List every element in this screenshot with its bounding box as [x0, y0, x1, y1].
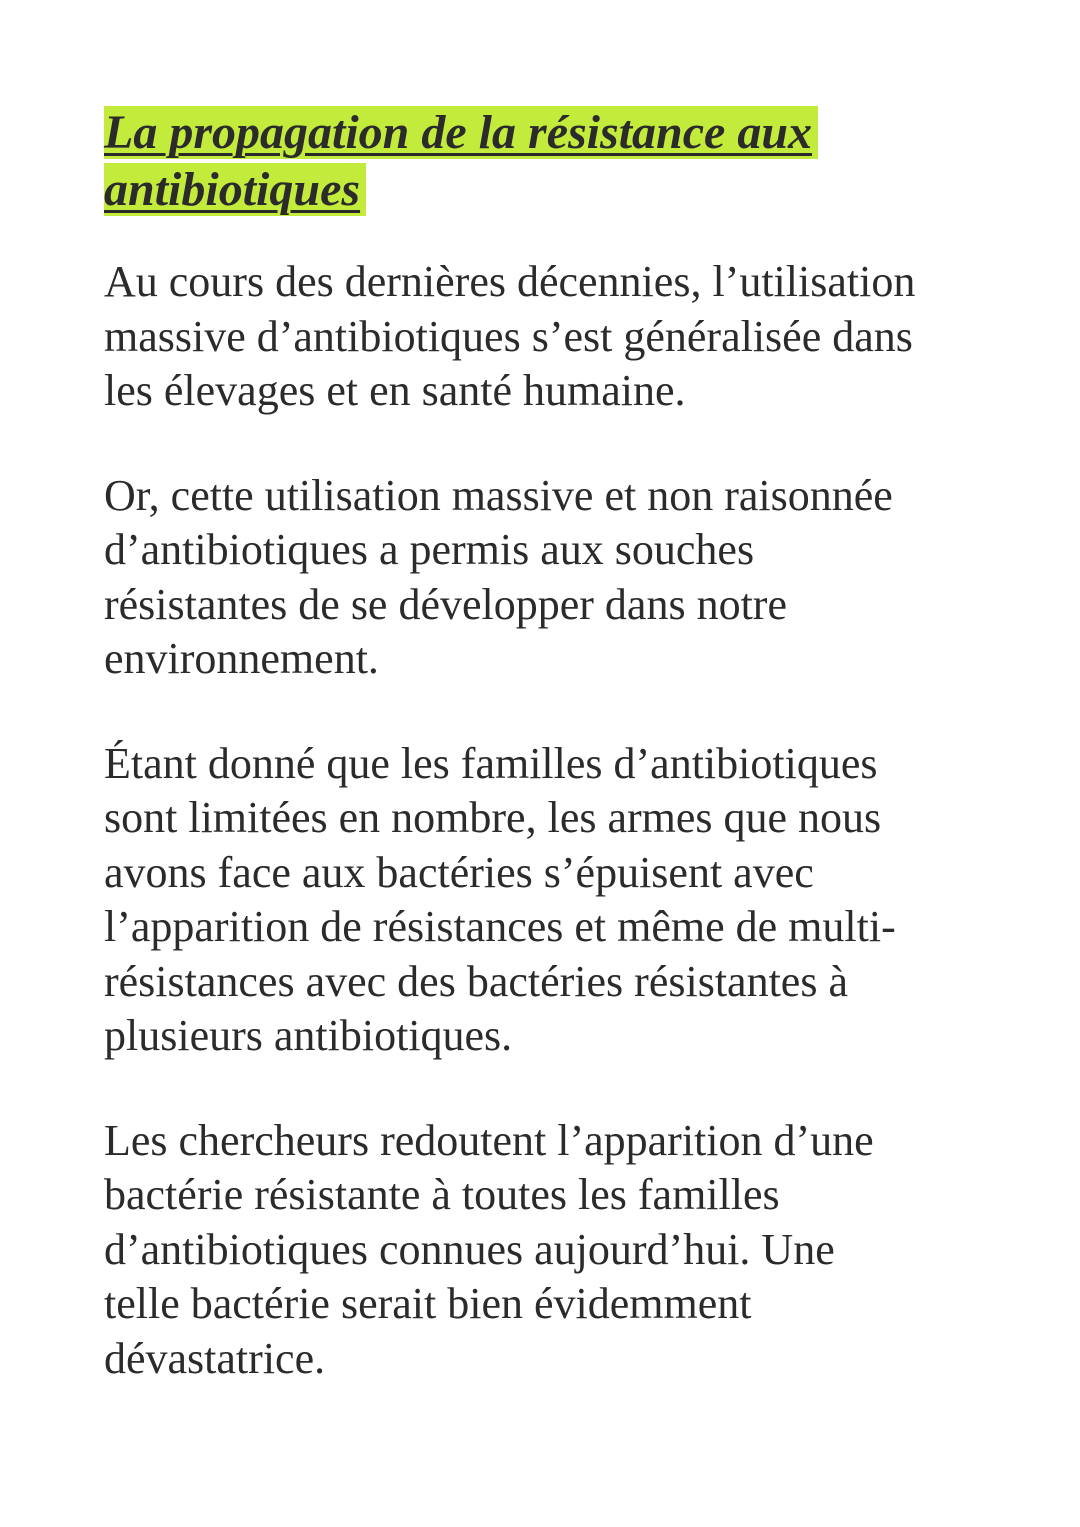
- title-line-2: antibiotiques: [104, 163, 361, 216]
- paragraph-line: sont limitées en nombre, les armes que nous: [104, 793, 882, 842]
- paragraph-line: Or, cette utilisation massive et non raisonnée: [104, 470, 893, 520]
- paragraph-line: Au cours des dernières décennies, l’utilisation: [104, 257, 916, 306]
- paragraph-2: [104, 469, 1004, 687]
- highlighted-title: [104, 106, 818, 216]
- paragraph-line: Les chercheurs redoutent l’apparition d’une: [104, 1115, 874, 1165]
- paragraph-1: [104, 255, 1004, 419]
- paragraph-line: Étant donné que les familles d’antibiotiques: [104, 738, 878, 788]
- paragraph-line: les élevages et en santé humaine.: [104, 366, 686, 415]
- paragraph-line: résistantes de se développer dans notre: [104, 579, 787, 629]
- paragraph-3: [104, 737, 1004, 1064]
- title-line-1: La propagation de la résistance aux: [104, 106, 813, 159]
- paragraph-line: dévastatrice.: [104, 1333, 326, 1383]
- document-page: [104, 104, 1004, 1386]
- paragraph-line: avons face aux bactéries s’épuisent avec: [104, 847, 814, 897]
- paragraph-line: résistances avec des bactéries résistantes à: [104, 956, 848, 1006]
- paragraph-line: environnement.: [104, 634, 379, 683]
- paragraph-line: plusieurs antibiotiques.: [104, 1011, 513, 1060]
- paragraph-line: d’antibiotiques connues aujourd’hui. Une: [104, 1224, 835, 1274]
- paragraph-line: telle bactérie serait bien évidemment: [104, 1279, 752, 1328]
- document-title: [104, 104, 1004, 218]
- paragraph-line: d’antibiotiques a permis aux souches: [104, 525, 755, 574]
- paragraph-line: massive d’antibiotiques s’est généralisée dans: [104, 311, 913, 361]
- paragraph-line: bactérie résistante à toutes les familles: [104, 1170, 780, 1219]
- paragraph-line: l’apparition de résistances et même de multi-: [104, 902, 896, 951]
- paragraph-4: [104, 1114, 1004, 1387]
